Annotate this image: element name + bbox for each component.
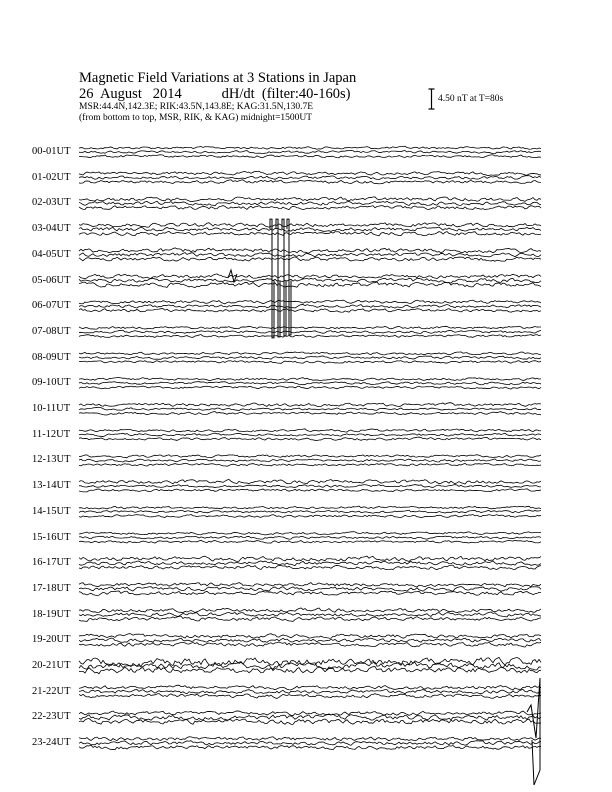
trace-msr [79,335,541,338]
row-label: 11-12UT [32,428,71,440]
trace-kag [79,556,541,561]
trace-rik [79,714,541,720]
trace-msr [79,437,541,441]
chart-title: Magnetic Field Variations at 3 Stations in Japan [79,70,357,86]
trace-rik [79,741,541,746]
trace-kag [79,326,541,329]
trace-rik [79,433,541,436]
trace-kag [79,657,541,667]
row-label: 00-01UT [32,146,71,157]
row-label: 14-15UT [32,505,71,517]
trace-kag [79,608,541,613]
row-label: 04-05UT [32,248,71,260]
row-label: 12-13UT [32,454,71,466]
trace-kag [79,711,541,716]
trace-msr [79,540,541,543]
trace-msr [79,565,541,569]
event-spike [276,219,280,337]
trace-kag [79,685,541,690]
quantity-text: dH/dt [221,86,255,102]
row-label: 07-08UT [32,325,71,337]
filter-text: (filter:40-160s) [261,86,351,102]
trace-rik [79,278,541,283]
order-line: (from bottom to top, MSR, RIK, & KAG) midnight=1500UT [79,113,313,123]
trace-kag [79,506,541,509]
row-label: 13-14UT [32,480,71,492]
trace-kag [79,352,541,355]
trace-msr [79,231,541,235]
trace-msr [79,694,541,699]
trace-rik [79,561,541,566]
trace-kag [79,455,541,458]
date-text: 26 August 2014 [79,86,182,102]
row-label: 20-21UT [32,660,71,671]
trace-kag [79,429,541,432]
row-label: 01-02UT [32,171,71,183]
trace-msr [79,206,541,210]
trace-msr [79,745,541,750]
trace-rik [79,382,541,385]
row-label: 08-09UT [32,351,71,363]
row-label: 16-17UT [32,557,71,569]
trace-msr [79,386,541,389]
row-label: 09-10UT [32,377,71,389]
event-spike [527,678,540,785]
trace-msr [79,463,541,466]
trace-rik [79,689,541,693]
trace-msr [79,180,541,184]
trace-rik [79,176,541,180]
trace-kag [79,171,541,175]
trace-kag [79,274,541,279]
trace-rik [79,330,541,333]
trace-kag [79,378,541,381]
trace-rik [79,536,541,539]
scale-label: 4.50 nT at T=80s [438,94,504,104]
trace-kag [79,248,541,253]
trace-msr [79,155,541,158]
trace-msr [79,642,541,647]
trace-msr [79,667,541,674]
row-label: 21-22UT [32,685,71,697]
row-label: 23-24UT [32,737,71,749]
event-spike [282,219,286,336]
stations-line: MSR:44.4N,142.3E; RIK:43.5N,143.8E; KAG:31.5N,130.7E [79,102,314,112]
trace-kag [79,634,541,639]
event-spike [270,219,274,338]
trace-kag [79,403,541,407]
trace-rik [79,587,541,592]
trace-rik [79,253,541,257]
trace-kag [79,223,541,227]
trace-kag [79,532,541,535]
row-label: 17-18UT [32,582,71,594]
row-label: 02-03UT [32,197,71,209]
trace-rik [79,227,541,231]
trace-rik [79,638,541,642]
trace-rik [79,356,541,359]
trace-rik [79,485,541,488]
trace-kag [79,479,541,483]
row-label: 03-04UT [32,223,71,235]
trace-msr [79,257,541,261]
trace-msr [79,515,541,518]
trace-msr [79,309,541,313]
trace-kag [79,146,541,149]
row-label: 19-20UT [32,634,71,646]
row-label: 18-19UT [32,608,71,620]
trace-rik [79,407,541,410]
trace-kag [79,300,541,304]
trace-rik [79,612,541,617]
row-label: 15-16UT [32,531,71,543]
trace-kag [79,583,541,587]
trace-rik [79,304,541,308]
trace-msr [79,616,541,621]
row-label: 05-06UT [32,274,71,286]
trace-kag [79,197,541,202]
trace-msr [79,489,541,492]
trace-msr [79,361,541,364]
trace-rik [79,510,541,513]
trace-msr [79,412,541,415]
trace-msr [79,591,541,596]
row-label: 10-11UT [32,403,71,414]
trace-rik [79,459,541,462]
trace-msr [79,282,541,288]
row-label: 06-07UT [32,300,71,312]
event-spike [287,219,291,335]
trace-rik [79,201,541,206]
trace-kag [79,737,541,741]
trace-rik [79,150,541,153]
row-label: 22-23UT [32,711,71,723]
